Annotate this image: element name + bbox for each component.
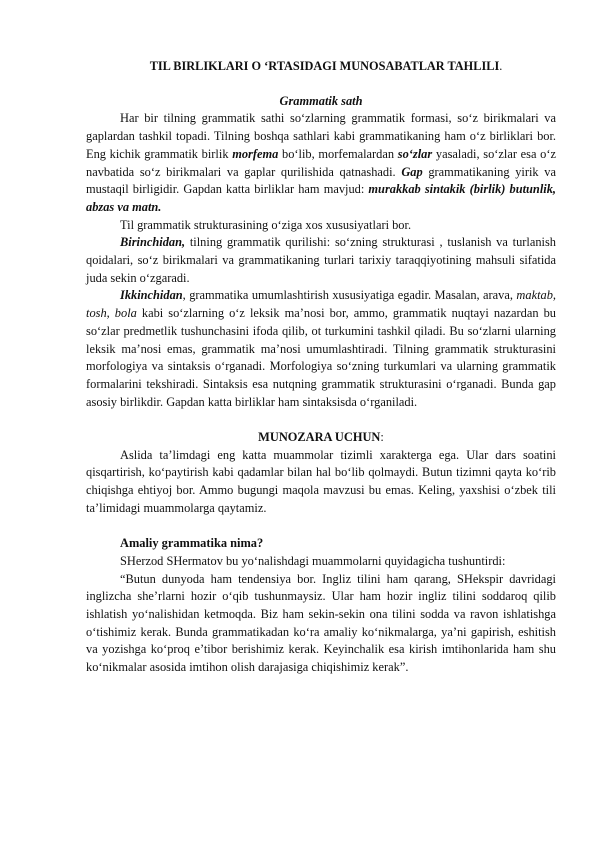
question-heading: Amaliy grammatika nima? bbox=[120, 536, 264, 551]
paragraph-sherzod: SHerzod SHermatov bu yo‘nalishdagi muammolarni quyidagicha tushuntirdi: bbox=[120, 553, 506, 568]
section-heading-grammatik-sath: Grammatik sath bbox=[279, 93, 363, 108]
paragraph-munozara: Aslida ta’limdagi eng katta muammolar tizimli xarakterga ega. Ular dars soatini qisqartirish, ko‘paytirish kabi qadamlar bilan hal bo‘lib qolmaydi. Butun tizimni qayta ko‘rib chiqishga ehtiyoj bor. Ammo bugungi maqola mavzusi bu emas. Keling, yaxshisi o‘zbek tili ta’limidagi muammolarga qaytamiz. bbox=[86, 447, 556, 515]
spacer bbox=[86, 411, 556, 429]
title-text: TIL BIRLIKLARI O ‘RTASIDAGI MUNOSABATLAR TAHLILI bbox=[149, 59, 500, 73]
title-end: . bbox=[499, 59, 503, 73]
spacer bbox=[86, 518, 556, 536]
document-page bbox=[86, 58, 556, 677]
document-title bbox=[96, 58, 556, 76]
paragraph-xususiyatlar: Til grammatik strukturasining o‘ziga xos xususiyatlari bor. bbox=[120, 217, 412, 232]
paragraph-ikkinchidan: Ikkinchidan, grammatika umumlashtirish xususiyatiga egadir. Masalan, arava, maktab, tosh, bola kabi so‘zlarning o‘z leksik ma’nosi bor, ammo, grammatik nuqtayi nazardan bu so‘zlar predmetlik tushunchasini ifoda qilib, ot turkumini tashkil qiladi. Bu so‘zlarni ularning leksik ma’nosi emas, grammatik ma’nosi umumlashtiradi. Tilning grammatik strukturasini morfologiya va sintaksis o‘rganadi. Morfologiya so‘zning turkumlari va ularning grammatik formalarini tekshiradi. Sintaksis esa nutqning grammatik strukturasini o‘rganadi. Bunda gap asosiy birlikdir. Gapdan katta birliklar ham sintaksisda o‘rganiladi. bbox=[86, 288, 556, 409]
paragraph-grammatik-sath: Har bir tilning grammatik sathi so‘zlarning grammatik formasi, so‘z birikmalari va gaplardan tashkil topadi. Tilning boshqa sathlari kabi grammatikaning ham o‘z birliklari bor. Eng kichik grammatik birlik morfema bo‘lib, morfemalardan so‘zlar yasaladi, so‘zlar esa o‘z navbatida so‘z birikmalari va gaplar qurilishida qatnashadi. Gap grammatikaning yirik va mustaqil birligidir. Gapdan katta birliklar ham mavjud: murakkab sintakik (birlik) butunlik, abzas va matn. bbox=[86, 111, 557, 214]
paragraph-birinchidan: Birinchidan, tilning grammatik qurilishi: so‘zning strukturasi , tuslanish va turlanish qoidalari, so‘z birikmalari va grammatikaning turlari tarixiy taraqqiyotining mahsuli sifatida juda sekin o‘zgaradi. bbox=[86, 235, 556, 285]
section-heading-munozara: MUNOZARA UCHUN: bbox=[258, 430, 384, 445]
paragraph-quote: “Butun dunyoda ham tendensiya bor. Ingliz tilini ham qarang, SHekspir davridagi inglizcha she’rlarni hozir o‘qib tushunmaysiz. Ular ham hozir ingliz tilini soddaroq qilib ishlatish yo‘nalishidan ketmoqda. Biz ham sekin-sekin ona tilini sodda va ravon ishlatishga o‘tishimiz kerak. Bunda grammatikadan ko‘ra amaliy ko‘nikmalarga, ya’ni gapirish, eshitish va yozishga ko‘proq e’tibor berishimiz kerak. Keyinchalik esa kirish imtihonlarida ham shu ko‘nikmalar asosida imtihon olish darajasiga chiqishimiz kerak”. bbox=[86, 571, 556, 675]
